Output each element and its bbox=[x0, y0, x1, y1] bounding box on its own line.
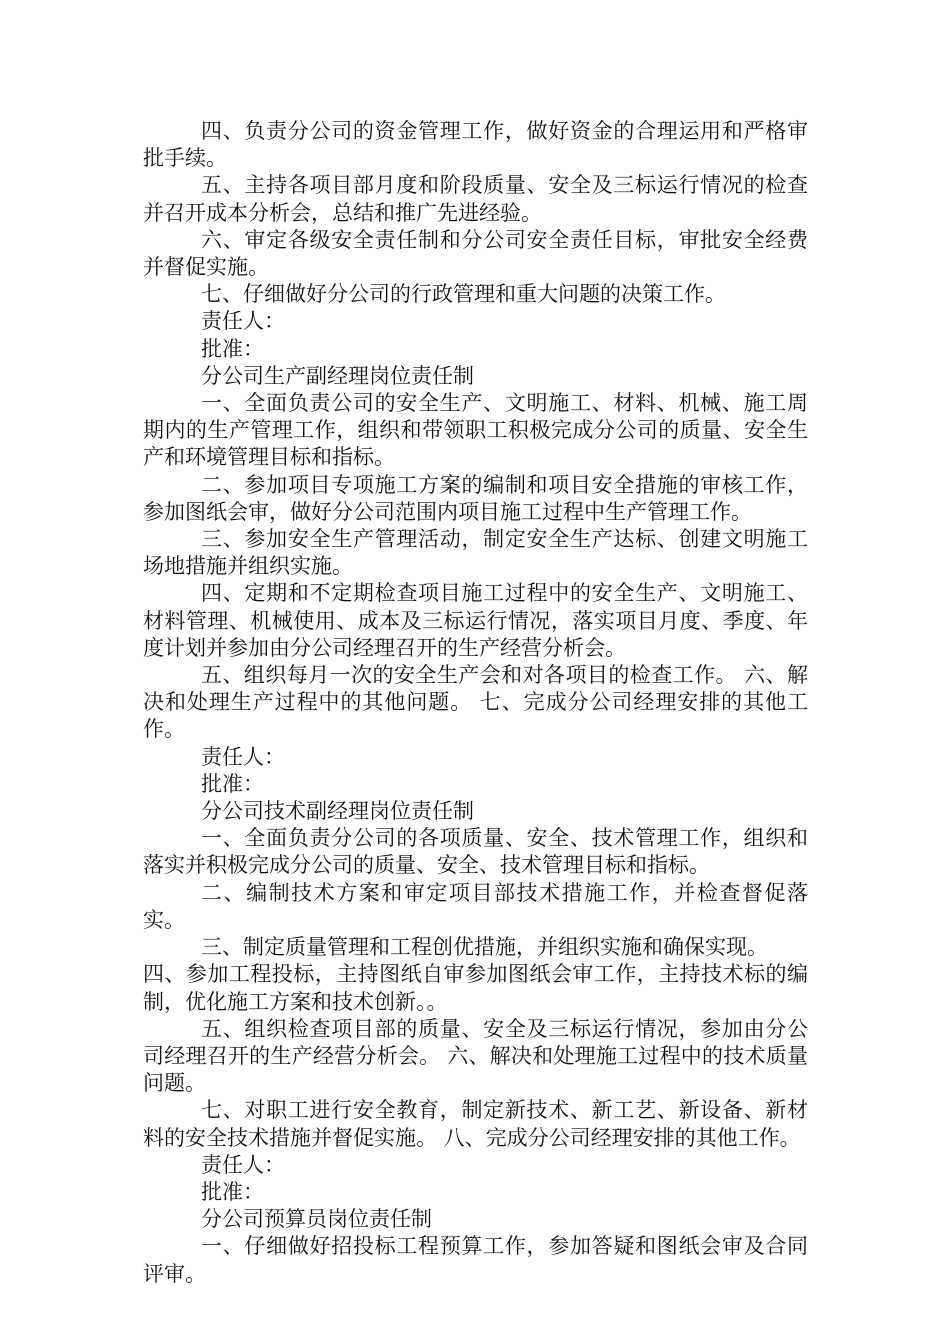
section-heading-budgeter: 分公司预算员岗位责任制 bbox=[201, 1207, 432, 1232]
paragraph-duty-7-admin: 七、仔细做好分公司的行政管理和重大问题的决策工作。 bbox=[201, 282, 726, 307]
paragraph-technical-duty-7-8: 七、对职工进行安全教育，制定新技术、新工艺、新设备、新材料的安全技术措施并督促实施。 八、完成分公司经理安排的其他工作。 bbox=[143, 1098, 808, 1150]
approval-label: 批准： bbox=[201, 336, 264, 361]
paragraph-production-duty-3: 三、参加安全生产管理活动，制定安全生产达标、创建文明施工场地措施并组织实施。 bbox=[143, 527, 808, 579]
approval-label: 批准： bbox=[201, 771, 264, 796]
paragraph-production-duty-1: 一、全面负责公司的安全生产、文明施工、材料、机械、施工周期内的生产管理工作，组织和带领职工积极完成分公司的质量、安全生产和环境管理目标和指标。 bbox=[143, 391, 808, 470]
section-heading-production-deputy: 分公司生产副经理岗位责任制 bbox=[201, 363, 474, 388]
paragraph-production-duty-5-7: 五、组织每月一次的安全生产会和对各项目的检查工作。 六、解决和处理生产过程中的其他问题。 七、完成分公司经理安排的其他工作。 bbox=[143, 663, 808, 742]
paragraph-duty-5-quality-check: 五、主持各项目部月度和阶段质量、安全及三标运行情况的检查并召开成本分析会，总结和推广先进经验。 bbox=[143, 173, 808, 225]
paragraph-technical-duty-3: 三、制定质量管理和工程创优措施，并组织实施和确保实现。 bbox=[201, 935, 768, 960]
approval-label: 批准： bbox=[201, 1179, 264, 1204]
paragraph-budgeter-duty-1: 一、仔细做好招投标工程预算工作，参加答疑和图纸会审及合同评审。 bbox=[143, 1234, 808, 1286]
responsible-person-label: 责任人： bbox=[201, 1152, 285, 1177]
paragraph-duty-4-funds: 四、负责分公司的资金管理工作，做好资金的合理运用和严格审批手续。 bbox=[143, 119, 808, 171]
document-body bbox=[143, 118, 808, 1288]
paragraph-production-duty-4: 四、定期和不定期检查项目施工过程中的安全生产、文明施工、材料管理、机械使用、成本及三标运行情况，落实项目月度、季度、年度计划并参加由分公司经理召开的生产经营分析会。 bbox=[143, 581, 808, 660]
paragraph-production-duty-2: 二、参加项目专项施工方案的编制和项目安全措施的审核工作，参加图纸会审，做好分公司范围内项目施工过程中生产管理工作。 bbox=[143, 472, 808, 524]
responsible-person-label: 责任人： bbox=[201, 744, 285, 769]
paragraph-duty-6-safety: 六、审定各级安全责任制和分公司安全责任目标，审批安全经费并督促实施。 bbox=[143, 227, 808, 280]
section-heading-technical-deputy: 分公司技术副经理岗位责任制 bbox=[201, 799, 474, 824]
paragraph-technical-duty-1: 一、全面负责分公司的各项质量、安全、技术管理工作，组织和落实并积极完成分公司的质量、安全、技术管理目标和指标。 bbox=[143, 826, 808, 878]
responsible-person-label: 责任人： bbox=[201, 309, 285, 334]
paragraph-technical-duty-4: 四、参加工程投标，主持图纸自审参加图纸会审工作，主持技术标的编制，优化施工方案和技术创新。。 bbox=[143, 962, 808, 1014]
paragraph-technical-duty-5-6: 五、组织检查项目部的质量、安全及三标运行情况，参加由分公司经理召开的生产经营分析会。 六、解决和处理施工过程中的技术质量问题。 bbox=[143, 1016, 808, 1096]
paragraph-technical-duty-2: 二、编制技术方案和审定项目部技术措施工作，并检查督促落实。 bbox=[143, 880, 808, 932]
